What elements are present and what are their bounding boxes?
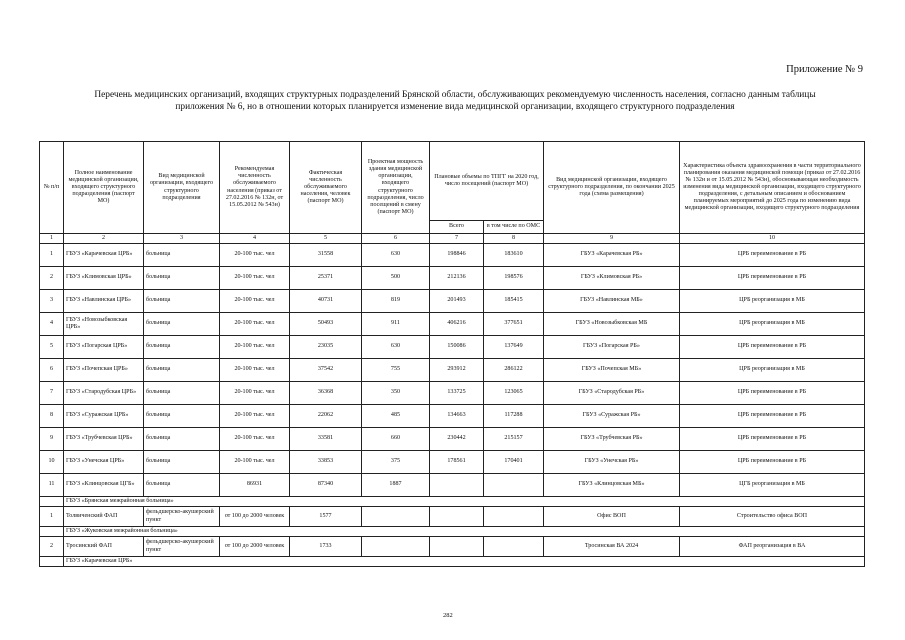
- cell-total: 134663: [430, 405, 484, 428]
- cell-actual: 33853: [290, 451, 362, 474]
- cell-actual: 40731: [290, 290, 362, 313]
- col-number: 8: [484, 234, 544, 244]
- cell-recommended: 86931: [220, 474, 290, 497]
- table-row: [40, 382, 865, 405]
- appendix-label: Приложение № 9: [786, 64, 863, 75]
- cell-actual: 1577: [290, 507, 362, 527]
- cell-num: 3: [40, 290, 64, 313]
- cell-total: 230442: [430, 428, 484, 451]
- cell-num: 9: [40, 428, 64, 451]
- col-number: 6: [362, 234, 430, 244]
- organizations-table: [39, 141, 865, 567]
- column-number-row: [40, 234, 865, 244]
- cell-name: ГБУЗ «Почепская ЦРБ»: [64, 359, 144, 382]
- header-row: [40, 142, 865, 221]
- cell-capacity: 485: [362, 405, 430, 428]
- cell-num: 2: [40, 537, 64, 557]
- cell-characteristic: ЦРБ переименование в РБ: [680, 244, 865, 267]
- cell-name: ГБУЗ «Клинцовская ЦГБ»: [64, 474, 144, 497]
- header-planned: Плановые объемы по ТПГГ на 2020 год, число посещений (паспорт МО): [430, 142, 544, 221]
- table-row: [40, 244, 865, 267]
- cell-name: ГБУЗ «Унечская ЦРБ»: [64, 451, 144, 474]
- cell-recommended: 20-100 тыс. чел: [220, 405, 290, 428]
- table-row: [40, 428, 865, 451]
- cell-oms: 198576: [484, 267, 544, 290]
- cell-type2025: ГБУЗ «Стародубская РБ»: [544, 382, 680, 405]
- cell-capacity: 630: [362, 244, 430, 267]
- cell-capacity: 350: [362, 382, 430, 405]
- cell-characteristic: ЦРБ переименование в РБ: [680, 428, 865, 451]
- page-number: 282: [443, 612, 453, 619]
- cell-total: 201493: [430, 290, 484, 313]
- cell-characteristic: ЦРБ переименование в РБ: [680, 382, 865, 405]
- cell-recommended: 20-100 тыс. чел: [220, 313, 290, 336]
- cell-oms: 377651: [484, 313, 544, 336]
- cell-type2025: ГБУЗ «Навлинская МБ»: [544, 290, 680, 313]
- cell-oms: 123065: [484, 382, 544, 405]
- cell-total: 212136: [430, 267, 484, 290]
- cell-num: 1: [40, 244, 64, 267]
- header-name: Полное наименование медицинской организации, входящего структурного подразделения (паспорт МО): [64, 142, 144, 234]
- cell-recommended: 20-100 тыс. чел: [220, 359, 290, 382]
- cell-kind: больница: [144, 313, 220, 336]
- header-characteristic: Характеристика объекта здравоохранения в части территориального планирования оказания медицинской помощи (приказ от 27.02.2016 № 132н и от 15.05.2012 № 543н), обосновывающая необходимость изменения вида медицинской организации, входящего структурного подразделения, с детальным описанием и обоснованием планируемых мероприятий до 2025 года по изменению вида медицинской организации, входящего структурного подразделения: [680, 142, 865, 234]
- col-number: 5: [290, 234, 362, 244]
- col-number: 9: [544, 234, 680, 244]
- cell-actual: 23035: [290, 336, 362, 359]
- table-row: [40, 451, 865, 474]
- cell-recommended: 20-100 тыс. чел: [220, 290, 290, 313]
- cell-kind: больница: [144, 382, 220, 405]
- cell-actual: 22062: [290, 405, 362, 428]
- cell-oms: 183610: [484, 244, 544, 267]
- cell-capacity: 819: [362, 290, 430, 313]
- cell-characteristic: ЦРБ переименование в РБ: [680, 451, 865, 474]
- table-row: [40, 537, 865, 557]
- cell-type2025: ГБУЗ «Трубчевская РБ»: [544, 428, 680, 451]
- cell-total: 406216: [430, 313, 484, 336]
- section-title: ГБУЗ «Карачевская ЦРБ»: [64, 557, 865, 567]
- cell-kind: больница: [144, 336, 220, 359]
- cell-oms: 137649: [484, 336, 544, 359]
- header-kind: Вид медицинской организации, входящего структурного подразделения: [144, 142, 220, 234]
- section-row: [40, 497, 865, 507]
- cell-type2025: Офис ВОП: [544, 507, 680, 527]
- cell-characteristic: ЦРБ переименование в РБ: [680, 267, 865, 290]
- cell-oms: [484, 474, 544, 497]
- cell-actual: 33581: [290, 428, 362, 451]
- section-row: [40, 557, 865, 567]
- cell-type2025: Тросинская ВА 2024: [544, 537, 680, 557]
- header-num: № п/п: [40, 142, 64, 234]
- cell-recommended: от 100 до 2000 человек: [220, 507, 290, 527]
- cell-oms: 185415: [484, 290, 544, 313]
- header-total: Всего: [430, 221, 484, 234]
- cell-characteristic: ЦРБ переименование в РБ: [680, 336, 865, 359]
- cell-oms: 286122: [484, 359, 544, 382]
- cell-kind: больница: [144, 290, 220, 313]
- cell-kind: больница: [144, 474, 220, 497]
- cell-num: 5: [40, 336, 64, 359]
- cell-capacity: 660: [362, 428, 430, 451]
- cell-type2025: ГБУЗ «Почепская МБ»: [544, 359, 680, 382]
- cell-num: 11: [40, 474, 64, 497]
- cell-characteristic: ЦРБ реорганизация в МБ: [680, 290, 865, 313]
- cell-recommended: 20-100 тыс. чел: [220, 451, 290, 474]
- cell-characteristic: ЦРБ переименование в РБ: [680, 405, 865, 428]
- cell-actual: 1733: [290, 537, 362, 557]
- header-recommended: Рекомендуемая численность обслуживаемого населения (приказ от 27.02.2016 № 132н, от 15.05.2012 № 543н): [220, 142, 290, 234]
- cell-name: ГБУЗ «Карачевская ЦРБ»: [64, 244, 144, 267]
- cell-characteristic: ЦРБ реорганизация в МБ: [680, 359, 865, 382]
- header-type2025: Вид медицинской организации, входящего структурного подразделения, по окончании 2025 года (схема размещения): [544, 142, 680, 234]
- cell-name: ГБУЗ «Стародубская ЦРБ»: [64, 382, 144, 405]
- cell-capacity: 630: [362, 336, 430, 359]
- cell-kind: фельдшерско-акушерский пункт: [144, 507, 220, 527]
- header-oms: в том числе по ОМС: [484, 221, 544, 234]
- cell-characteristic: Строительство офиса ВОП: [680, 507, 865, 527]
- cell-capacity: 755: [362, 359, 430, 382]
- cell-total: 178561: [430, 451, 484, 474]
- header-capacity: Проектная мощность здания медицинской организации, входящего структурного подразделения, число посещений в смену (паспорт МО): [362, 142, 430, 234]
- cell-name: ГБУЗ «Климовская ЦРБ»: [64, 267, 144, 290]
- cell-capacity: 375: [362, 451, 430, 474]
- header-actual: Фактическая численность обслуживаемого населения, человек (паспорт МО): [290, 142, 362, 234]
- cell-recommended: 20-100 тыс. чел: [220, 267, 290, 290]
- cell-kind: больница: [144, 267, 220, 290]
- cell-name: ГБУЗ «Навлинская ЦРБ»: [64, 290, 144, 313]
- cell-name: ГБУЗ «Суражская ЦРБ»: [64, 405, 144, 428]
- cell-name: ГБУЗ «Новозыбковская ЦРБ»: [64, 313, 144, 336]
- cell-actual: 37542: [290, 359, 362, 382]
- cell-capacity: 1887: [362, 474, 430, 497]
- cell-num: 10: [40, 451, 64, 474]
- cell-actual: 87340: [290, 474, 362, 497]
- cell-type2025: ГБУЗ «Погарская РБ»: [544, 336, 680, 359]
- cell-kind: больница: [144, 428, 220, 451]
- cell-num: 2: [40, 267, 64, 290]
- cell-kind: больница: [144, 451, 220, 474]
- cell-total: 198846: [430, 244, 484, 267]
- document-title: Перечень медицинских организаций, входящих структурных подразделений Брянской области, обслуживающих рекомендуемую численность населения, согласно данным таблицы приложения № 6, но в отношении которых планируется изменение вида медицинской организации, входящего структурного подразделения: [94, 90, 816, 112]
- cell-type2025: ГБУЗ «Унечская РБ»: [544, 451, 680, 474]
- table-row: [40, 474, 865, 497]
- col-number: 1: [40, 234, 64, 244]
- cell-name: ГБУЗ «Погарская ЦРБ»: [64, 336, 144, 359]
- section-title: ГБУЗ «Жуковская межрайонная больница»: [64, 527, 865, 537]
- section-title: ГБУЗ «Брянская межрайонная больница»: [64, 497, 865, 507]
- cell-type2025: ГБУЗ «Новозыбковская МБ: [544, 313, 680, 336]
- col-number: 3: [144, 234, 220, 244]
- cell-num: 7: [40, 382, 64, 405]
- cell-capacity: 500: [362, 267, 430, 290]
- cell-total: [430, 474, 484, 497]
- col-number: 4: [220, 234, 290, 244]
- cell-total: 293912: [430, 359, 484, 382]
- col-number: 10: [680, 234, 865, 244]
- table-row: [40, 507, 865, 527]
- cell-total: 133725: [430, 382, 484, 405]
- section-row: [40, 527, 865, 537]
- cell-characteristic: ЦРБ реорганизация в МБ: [680, 313, 865, 336]
- cell-kind: фельдшерско-акушерский пункт: [144, 537, 220, 557]
- cell-num: 4: [40, 313, 64, 336]
- cell-characteristic: ФАП реорганизация в ВА: [680, 537, 865, 557]
- cell-recommended: 20-100 тыс. чел: [220, 382, 290, 405]
- cell-type2025: ГБУЗ «Климовская РБ»: [544, 267, 680, 290]
- cell-num: 8: [40, 405, 64, 428]
- table-row: [40, 267, 865, 290]
- cell-oms: 117288: [484, 405, 544, 428]
- cell-name: ГБУЗ «Трубчевская ЦРБ»: [64, 428, 144, 451]
- cell-num: 6: [40, 359, 64, 382]
- cell-kind: больница: [144, 405, 220, 428]
- cell-type2025: ГБУЗ «Карачевская РБ»: [544, 244, 680, 267]
- table-row: [40, 405, 865, 428]
- col-number: 7: [430, 234, 484, 244]
- table-row: [40, 336, 865, 359]
- cell-oms: 215157: [484, 428, 544, 451]
- cell-actual: 50493: [290, 313, 362, 336]
- cell-type2025: ГБУЗ «Суражская РБ»: [544, 405, 680, 428]
- table-row: [40, 313, 865, 336]
- cell-recommended: 20-100 тыс. чел: [220, 428, 290, 451]
- cell-kind: больница: [144, 244, 220, 267]
- cell-type2025: ГБУЗ «Клинцовская МБ»: [544, 474, 680, 497]
- cell-capacity: 911: [362, 313, 430, 336]
- cell-actual: 36368: [290, 382, 362, 405]
- cell-kind: больница: [144, 359, 220, 382]
- cell-actual: 31558: [290, 244, 362, 267]
- col-number: 2: [64, 234, 144, 244]
- cell-recommended: от 100 до 2000 человек: [220, 537, 290, 557]
- cell-name: Толвиченский ФАП: [64, 507, 144, 527]
- cell-characteristic: ЦГБ реорганизация в МБ: [680, 474, 865, 497]
- cell-oms: 170401: [484, 451, 544, 474]
- table-row: [40, 290, 865, 313]
- cell-actual: 25371: [290, 267, 362, 290]
- cell-recommended: 20-100 тыс. чел: [220, 244, 290, 267]
- table-row: [40, 359, 865, 382]
- cell-total: 150086: [430, 336, 484, 359]
- cell-recommended: 20-100 тыс. чел: [220, 336, 290, 359]
- cell-num: 1: [40, 507, 64, 527]
- cell-name: Тросинский ФАП: [64, 537, 144, 557]
